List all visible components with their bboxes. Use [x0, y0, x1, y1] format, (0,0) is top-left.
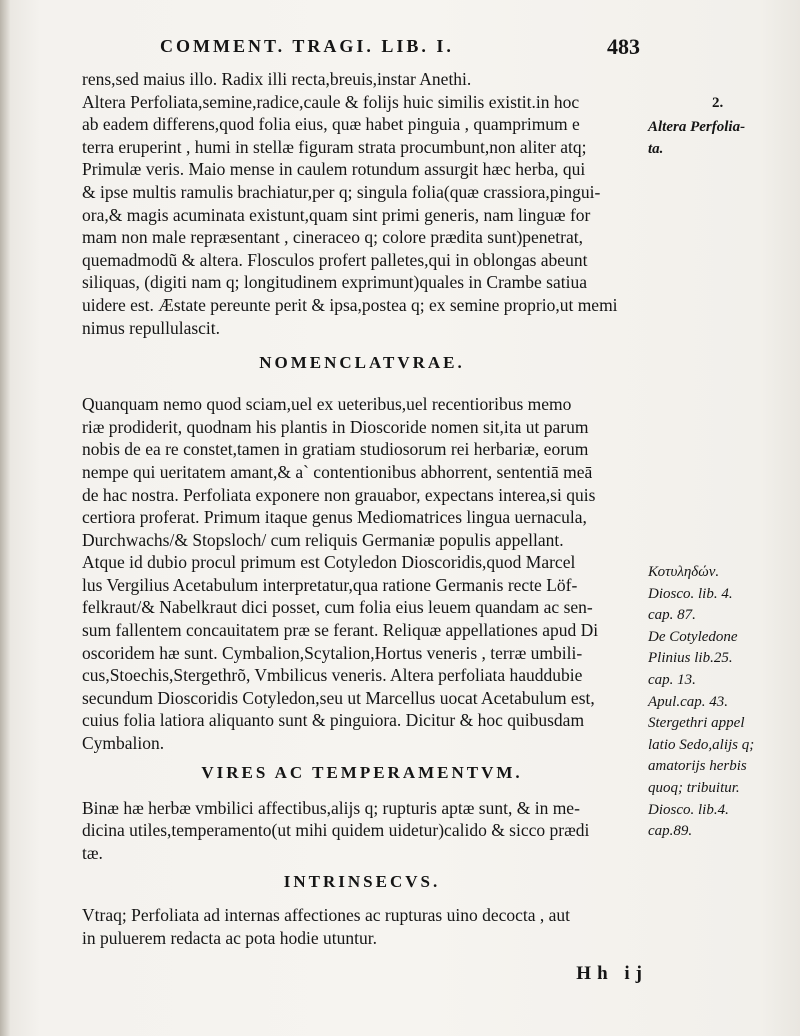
- text-line: de hac nostra. Perfoliata exponere non grauabor, expectans interea,si quis: [82, 484, 596, 505]
- text-line: Durchwachs/& Stopsloch/ cum reliquis Germaniæ populis appellant.: [82, 529, 564, 550]
- text-line: cus,Stoechis,Stergethrõ, Vmbilicus veneris. Altera perfoliata hauddubie: [82, 665, 583, 686]
- text-line: nobis de ea re constet,tamen in gratiam studiosorum rei herbariæ, eorum: [82, 439, 589, 460]
- text-line: Primulæ veris. Maio mense in caulem rotundum assurgit hæc herba, qui: [82, 159, 586, 180]
- text-line: Diosco. lib. 4.: [648, 585, 733, 602]
- folio-number: 483: [607, 34, 640, 59]
- text-line: sum fallentem concauitatem præ se ferant. Reliquæ appellationes apud Di: [82, 620, 599, 641]
- margin-note-perfoliata: [648, 117, 796, 160]
- text-line: latio Sedo,alijs q;: [648, 736, 755, 753]
- binding-shadow: [0, 0, 10, 1036]
- text-line: Stergethri appel: [648, 715, 745, 732]
- text-line: terra eruperint , humi in stellæ figuram strata procumbunt,non aliter atq;: [82, 136, 587, 157]
- paragraph-intrinsecus: [82, 904, 642, 949]
- page-header: [160, 36, 640, 62]
- text-line: ta.: [648, 140, 664, 157]
- text-line: Diosco. lib.4.: [648, 801, 729, 818]
- text-line: nimus repullulascit.: [82, 317, 221, 338]
- text-line: Binæ hæ herbæ vmbilici affectibus,alijs q; rupturis aptæ sunt, & in me-: [82, 797, 580, 818]
- heading-intrinsecus: INTRINSECVS.: [283, 872, 441, 892]
- paragraph-vires: [82, 797, 642, 865]
- text-line: amatorijs herbis: [648, 758, 747, 775]
- text-line: dicina utiles,temperamento(ut mihi quidem uidetur)calido & sicco prædi: [82, 820, 590, 841]
- catchword: Hh ij: [576, 963, 648, 984]
- text-line: secundum Dioscoridis Cotyledon,seu ut Marcellus uocat Acetabulum est,: [82, 687, 595, 708]
- text-line: quemadmodũ & altera. Flosculos profert palletes,qui in oblongas abeunt: [82, 249, 588, 270]
- text-line: riæ prodiderit, quodnam his plantis in Dioscoride nomen sit,ita ut parum: [82, 416, 589, 437]
- text-line: Plinius lib.25.: [648, 650, 733, 667]
- text-line: quoq; tribuitur.: [648, 779, 740, 796]
- text-line: tæ.: [82, 842, 103, 863]
- text-line: Altera Perfoliata,semine,radice,caule & folijs huic similis existit.in hoc: [82, 91, 580, 112]
- text-line: ora,& magis acuminata existunt,quam sint primi generis, nam linguæ for: [82, 204, 591, 225]
- text-line: mam non male repræsentant , cineraceo q; colore prædita sunt)penetrat,: [82, 227, 583, 248]
- text-line: felkraut/& Nabelkraut dici posset, cum folia eius leuem quandam ac sen-: [82, 597, 593, 618]
- text-line: Quanquam nemo quod sciam,uel ex ueteribus,uel recentioribus memo: [82, 394, 572, 415]
- text-line: Cymbalion.: [82, 733, 165, 754]
- text-line: ab eadem differens,quod folia eius, quæ habet pinguia , quamprimum e: [82, 114, 580, 135]
- paragraph-nomenclature: [82, 393, 642, 755]
- heading-nomenclature: NOMENCLATVRAE.: [259, 353, 465, 373]
- text-line: in puluerem redacta ac pota hodie utuntur.: [82, 928, 377, 948]
- text-line: oscoridem hæ sunt. Cymbalion,Scytalion,Hortus veneris , terræ umbili-: [82, 642, 583, 663]
- text-line: & ipse multis ramulis brachiatur,per q; singula folia(quæ crassiora,pingui-: [82, 181, 601, 202]
- margin-note-references: [648, 562, 796, 843]
- text-line: De Cotyledone: [648, 628, 738, 645]
- text-line: rens,sed maius illo. Radix illi recta,breuis,instar Anethi.: [82, 69, 472, 89]
- text-line: cap. 13.: [648, 671, 696, 688]
- text-line: nempe qui ueritatem amant,& a` contentionibus abhorrent, sententiā meā: [82, 461, 593, 482]
- text-line: cap.89.: [648, 823, 693, 840]
- text-line: cap. 87.: [648, 607, 696, 624]
- paragraph-description: [82, 68, 642, 339]
- text-line: siliquas, (digiti nam q; longitudinem exprimunt)quales in Crambe satiua: [82, 272, 587, 293]
- text-line: cuius folia latiora aliquanto sunt & pinguiora. Dicitur & hoc quibusdam: [82, 710, 585, 731]
- text-line: Vtraq; Perfoliata ad internas affectiones ac rupturas uino decocta , aut: [82, 905, 571, 926]
- text-line: certiora proferat. Primum itaque genus Mediomatrices lingua uernacula,: [82, 507, 587, 528]
- heading-vires: VIRES AC TEMPERAMENTVM.: [201, 762, 523, 782]
- running-title: COMMENT. TRAGI. LIB. I.: [160, 36, 454, 56]
- text-line: lus Vergilius Acetabulum interpretatur,qua ratione Germanis recte Löf-: [82, 574, 578, 595]
- text-line: Altera Perfolia-: [648, 119, 746, 135]
- text-line: Apul.cap. 43.: [648, 693, 728, 710]
- main-text-column: [82, 68, 642, 950]
- text-line: uidere est. Æstate pereunte perit & ipsa,postea q; ex semine proprio,ut memi: [82, 294, 618, 315]
- margin-number: 2.: [712, 95, 724, 111]
- text-line: Κοτυληδών.: [648, 564, 720, 580]
- text-line: Atque id dubio procul primum est Cotyledon Dioscoridis,quod Marcel: [82, 552, 576, 573]
